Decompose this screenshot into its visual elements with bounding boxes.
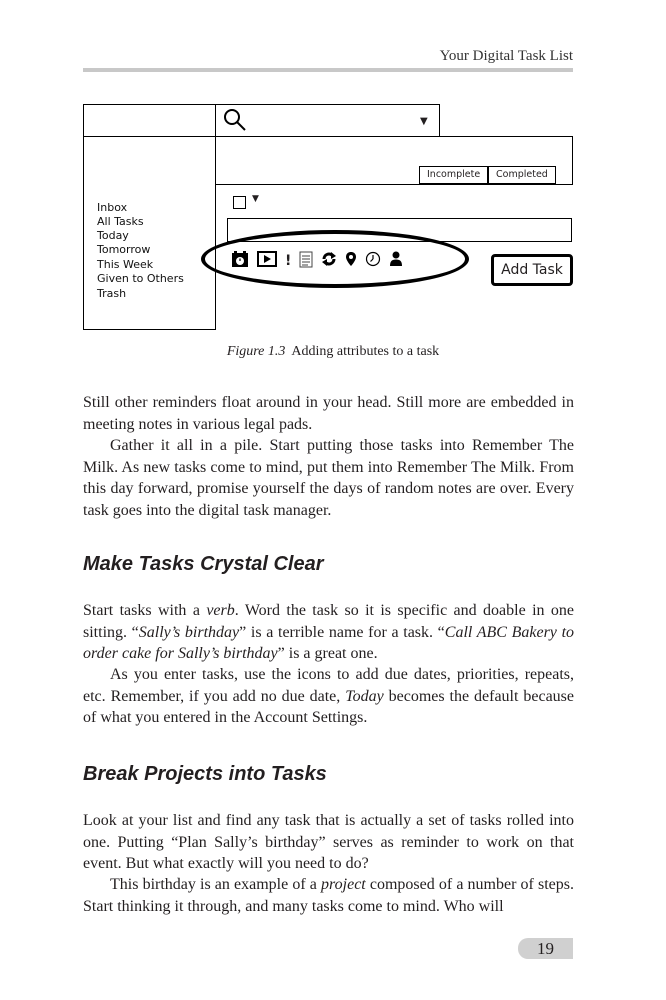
search-icon[interactable] bbox=[223, 108, 247, 132]
task-attribute-icons bbox=[231, 250, 403, 272]
time-estimate-icon[interactable] bbox=[365, 251, 381, 271]
running-head: Your Digital Task List bbox=[439, 48, 573, 64]
heading-break-projects-into-tasks: Break Projects into Tasks bbox=[83, 763, 327, 785]
heading-make-tasks-crystal-clear: Make Tasks Crystal Clear bbox=[83, 553, 324, 575]
figure-caption-text: Adding attributes to a task bbox=[291, 344, 440, 359]
sidebar-border-top bbox=[83, 104, 216, 105]
search-border-bottom bbox=[215, 136, 440, 137]
p3-text-c: ” is a terrible name for a task. “ bbox=[239, 623, 445, 641]
main-border-right bbox=[572, 136, 573, 184]
sidebar-item-this-week[interactable]: This Week bbox=[97, 258, 154, 271]
sidebar-item-given-to-others[interactable]: Given to Others bbox=[97, 272, 184, 285]
search-border-right bbox=[439, 104, 440, 136]
sidebar-border-right bbox=[215, 104, 216, 330]
p6-text-b: composed of a number of steps. Start thinking it through, and many tasks come to mind. Who will bbox=[83, 876, 574, 915]
incomplete-button[interactable]: Incomplete bbox=[419, 166, 488, 184]
paragraph-4 bbox=[83, 664, 574, 729]
p4-text-a: As you enter tasks, use the icons to add due dates, priorities, repeats, etc. Remember, if you add no due date, bbox=[83, 666, 574, 705]
location-icon[interactable] bbox=[345, 251, 357, 271]
paragraph-3 bbox=[83, 600, 574, 665]
tabs-border-bottom bbox=[216, 184, 573, 185]
select-dropdown-arrow-icon[interactable]: ▼ bbox=[252, 194, 259, 204]
figure-label: Figure 1.3 bbox=[226, 344, 286, 359]
paragraph-5: Look at your list and find any task that is actually a set of tasks rolled into one. Putting “Plan Sally’s birthday” serves as reminder to work on that event. But what exactly will you need to do? bbox=[83, 812, 574, 872]
repeat-icon[interactable] bbox=[321, 251, 337, 271]
figure-task-ui bbox=[83, 104, 575, 330]
search-border-top bbox=[215, 104, 439, 105]
paragraph-1: Still other reminders float around in your head. Still more are embedded in meeting notes in various legal pads. bbox=[83, 394, 574, 433]
figure-caption bbox=[0, 344, 666, 360]
sidebar-divider bbox=[83, 136, 216, 137]
header-rule bbox=[83, 68, 573, 72]
p6-text-a: This birthday is an example of a bbox=[110, 876, 322, 893]
page-number: 19 bbox=[518, 938, 573, 959]
paragraph-2: Gather it all in a pile. Start putting those tasks into Remember The Milk. As new tasks come to mind, put them into Remember The Milk. From this day forward, promise yourself the days of random notes are over. Every task goes into the digital task manager. bbox=[83, 437, 574, 519]
p4-text-b: becomes the default because of what you entered in the Account Settings. bbox=[83, 687, 574, 726]
sidebar-border-left bbox=[83, 104, 84, 330]
search-dropdown-arrow-icon[interactable]: ▼ bbox=[420, 116, 428, 127]
sidebar-item-trash[interactable]: Trash bbox=[97, 287, 127, 300]
sidebar-border-bottom bbox=[83, 329, 216, 330]
p3-emphasis-call: Call ABC Bakery to order cake for Sally’s birthday bbox=[83, 623, 575, 662]
due-date-icon[interactable] bbox=[231, 250, 249, 272]
p3-emphasis-verb: verb bbox=[206, 602, 235, 619]
paragraph-6 bbox=[83, 874, 574, 917]
p3-text-d: ” is a great one. bbox=[277, 645, 378, 662]
p3-text-b: . Word the task so it is specific and doable in one sitting. “ bbox=[83, 602, 575, 641]
add-task-button[interactable]: Add Task bbox=[491, 254, 573, 286]
p3-emphasis-sally: Sally’s birthday bbox=[138, 623, 240, 641]
main-border-top bbox=[440, 136, 572, 137]
sidebar-item-inbox[interactable]: Inbox bbox=[97, 201, 128, 214]
p6-emphasis-project: project bbox=[321, 876, 366, 893]
priority-icon[interactable]: ! bbox=[285, 253, 292, 269]
p3-text-a: Start tasks with a bbox=[83, 602, 207, 619]
sidebar-item-all-tasks[interactable]: All Tasks bbox=[97, 215, 144, 228]
postpone-icon[interactable] bbox=[257, 251, 277, 271]
p4-emphasis-today: Today bbox=[345, 687, 384, 705]
select-all-checkbox[interactable] bbox=[233, 196, 246, 209]
give-task-icon[interactable] bbox=[389, 251, 403, 271]
list-icon[interactable] bbox=[299, 251, 313, 272]
sidebar-item-tomorrow[interactable]: Tomorrow bbox=[97, 243, 151, 256]
completed-button[interactable]: Completed bbox=[488, 166, 556, 184]
sidebar-item-today[interactable]: Today bbox=[97, 229, 129, 242]
